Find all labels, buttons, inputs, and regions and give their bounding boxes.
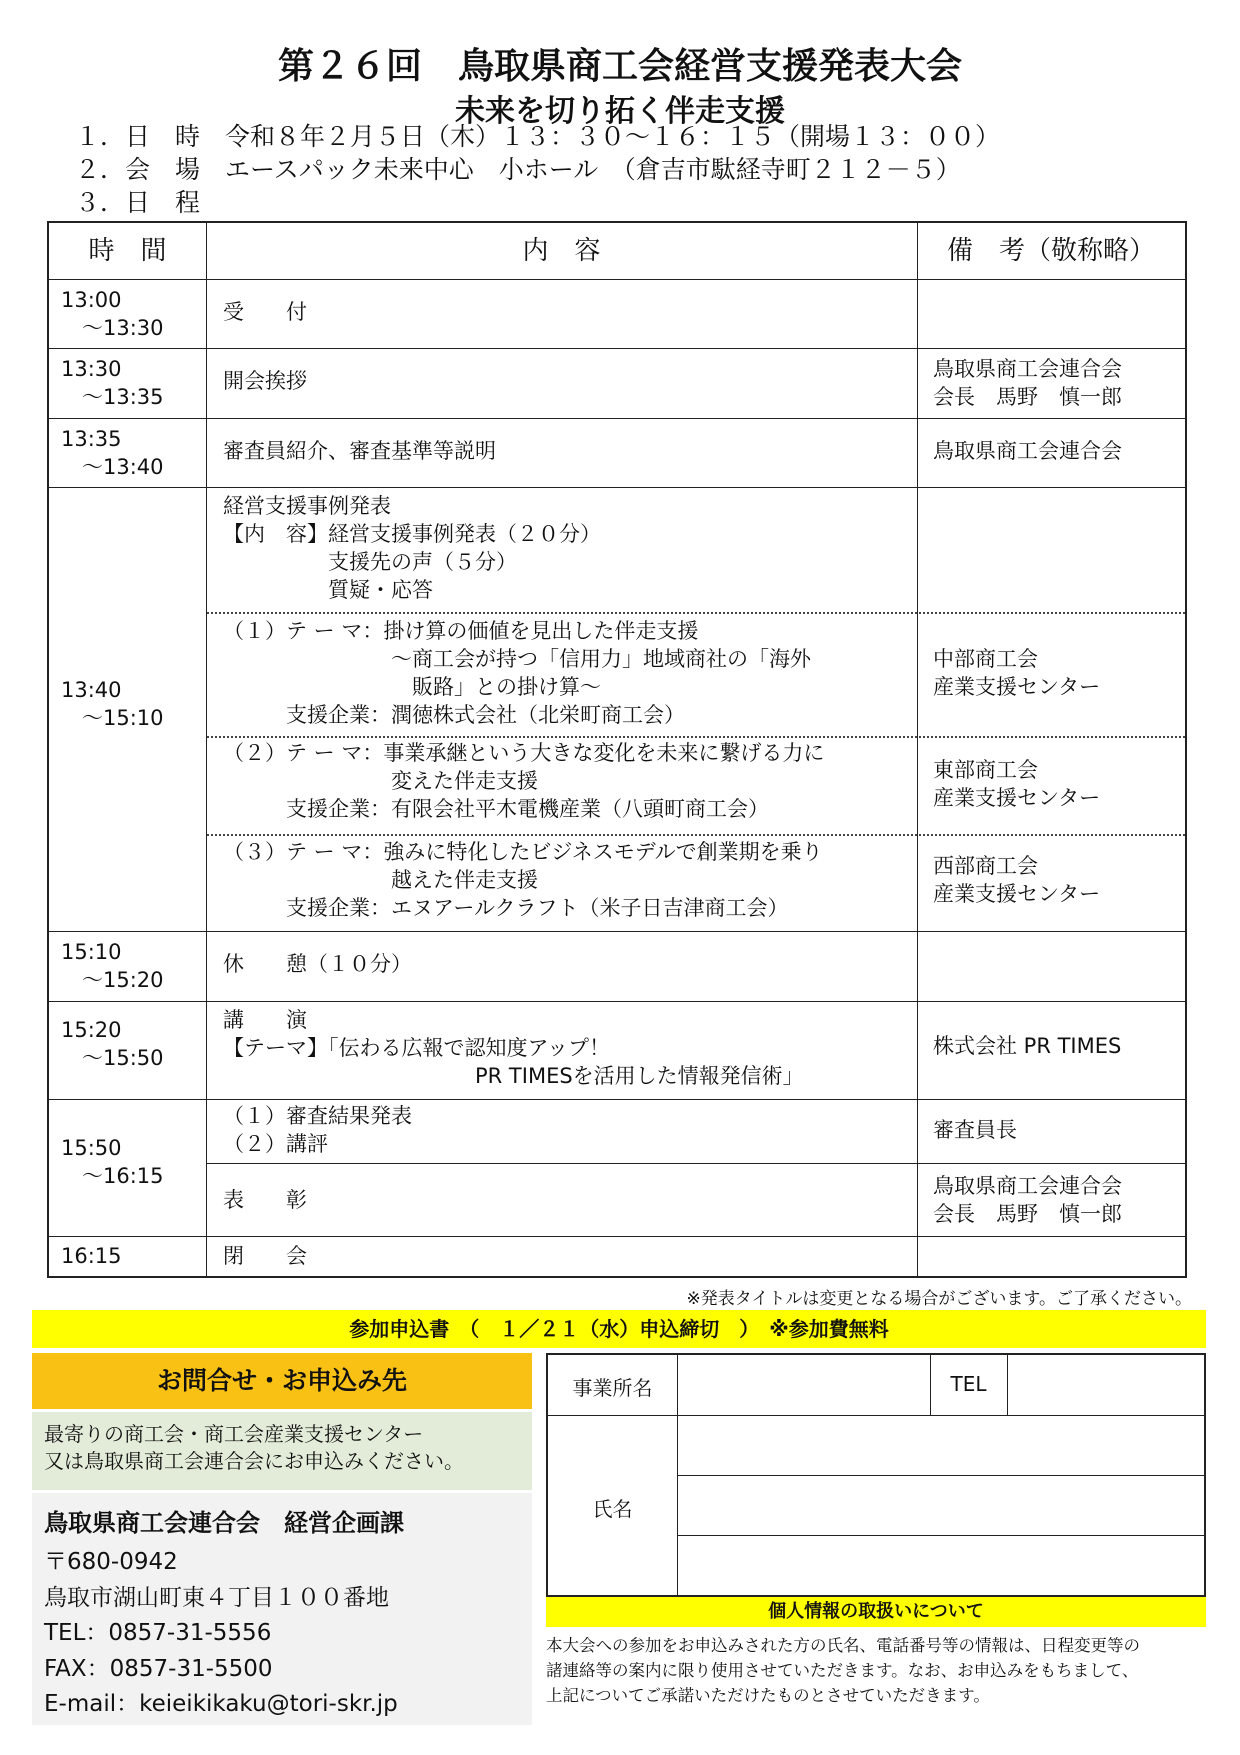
table-row (49, 279, 1185, 348)
schedule-table (47, 221, 1187, 1278)
time-cell: 15:20 ～15:50 (61, 1018, 164, 1070)
page-subtitle: 未来を切り拓く伴走支援 (455, 94, 785, 129)
form-divider (678, 1475, 1204, 1476)
title-change-note: ※発表タイトルは変更となる場合がございます。ご了承ください。 (686, 1289, 1192, 1309)
table-row (49, 418, 1185, 487)
remarks-cell: 鳥取県商工会連合会 会長 馬野 慎一郎 (933, 1174, 1122, 1226)
contact-organization: 鳥取県商工会連合会 経営企画課 (44, 1509, 404, 1537)
header-time: 時 間 (88, 236, 167, 266)
case-3-content: （３）テ ー マ：強みに特化したビジネスモデルで創業期を乗り 越えた伴走支援 支援企業：エヌアールクラフト（米子日吉津商工会） (223, 840, 823, 920)
name-label: 氏名 (592, 1497, 633, 1521)
table-row (49, 931, 1185, 1001)
content-cell: 閉 会 (223, 1244, 307, 1268)
info-program: ３．日 程 (75, 188, 201, 217)
office-name-field[interactable] (679, 1357, 928, 1413)
dotted-divider (207, 612, 1185, 614)
row-divider (207, 1163, 1185, 1164)
info-datetime: １．日 時 令和８年２月５日（木）１３：３０～１６：１５（開場１３：００） (75, 122, 1001, 151)
content-cell: 開会挨拶 (223, 369, 307, 393)
case-1-content: （１）テ ー マ：掛け算の価値を見出した伴走支援 ～商工会が持つ「信用力」地域商社の「海外 販路」との掛け算～ 支援企業：潤徳株式会社（北栄町商工会） (223, 619, 811, 727)
time-cell: 15:50 ～16:15 (61, 1136, 164, 1188)
privacy-text: 本大会への参加をお申込みされた方の氏名、電話番号等の情報は、日程変更等の 諸連絡等の案内に限り使用させていただきます。なお、お申込みをもちまして、 上記についてご承諾いただけたものとさせていただきます。 (546, 1636, 1140, 1705)
content-cell: 表 彰 (223, 1188, 307, 1212)
header-content: 内 容 (522, 236, 601, 266)
form-divider (548, 1415, 1204, 1416)
case-2-remarks: 東部商工会 産業支援センター (933, 758, 1101, 810)
page-title: 第２６回 鳥取県商工会経営支援発表大会 (277, 46, 962, 87)
case-3-remarks: 西部商工会 産業支援センター (933, 854, 1101, 906)
content-intro: 経営支援事例発表 【内 容】経営支援事例発表（２０分） 支援先の声（５分） 質疑・応答 (223, 494, 601, 602)
name-field-1[interactable] (679, 1417, 1202, 1474)
form-divider (678, 1535, 1204, 1536)
table-row (49, 1099, 1185, 1236)
dotted-divider (207, 834, 1185, 836)
case-1-remarks: 中部商工会 産業支援センター (933, 647, 1101, 699)
contact-postal-code: 〒680-0942 (44, 1549, 178, 1575)
contact-address: 鳥取市湖山町東４丁目１００番地 (44, 1584, 389, 1611)
table-row-case-presentations (49, 487, 1185, 931)
content-cell: 受 付 (223, 300, 307, 324)
contact-details (32, 1493, 532, 1725)
time-cell: 13:35 ～13:40 (61, 427, 164, 479)
time-cell: 13:00 ～13:30 (61, 288, 164, 340)
table-row (49, 1001, 1185, 1099)
content-cell: 講 演 【テーマ】「伝わる広報で認知度アップ！ PR TIMESを活用した情報発信術」 (223, 1008, 804, 1088)
remarks-cell: 株式会社 PR TIMES (933, 1034, 1122, 1058)
contact-fax: FAX：0857-31-5500 (44, 1655, 273, 1682)
time-cell: 16:15 (61, 1244, 122, 1268)
contact-header: お問合せ・お申込み先 (32, 1353, 532, 1409)
content-cell: 休 憩（１０分） (223, 952, 412, 976)
name-field-2[interactable] (679, 1477, 1202, 1534)
office-name-label: 事業所名 (572, 1376, 653, 1400)
contact-tel: TEL：0857-31-5556 (44, 1620, 272, 1646)
case-2-content: （２）テ ー マ：事業承継という大きな変化を未来に繋げる力に 変えた伴走支援 支援企業：有限会社平木電機産業（八頭町商工会） (223, 741, 825, 821)
header-remarks: 備 考（敬称略） (946, 236, 1155, 266)
remarks-cell: 鳥取県商工会連合会 会長 馬野 慎一郎 (933, 357, 1122, 409)
time-cell: 15:10 ～15:20 (61, 940, 164, 992)
remarks-cell: 審査員長 (933, 1118, 1017, 1142)
tel-label: TEL (950, 1372, 987, 1396)
table-row (49, 348, 1185, 418)
table-header-row (49, 223, 1185, 279)
info-venue: ２．会 場 エースパック未来中心 小ホール （倉吉市駄経寺町２１２－５） (75, 155, 961, 184)
application-banner: 参加申込書 （ １／２１（水）申込締切 ） ※参加費無料 (32, 1310, 1206, 1348)
remarks-cell: 鳥取県商工会連合会 (933, 439, 1122, 463)
time-cell: 13:30 ～13:35 (61, 357, 164, 409)
privacy-title: 個人情報の取扱いについて (546, 1597, 1206, 1627)
content-cell: （１）審査結果発表 （２）講評 (223, 1104, 412, 1156)
tel-field[interactable] (1009, 1357, 1202, 1413)
dotted-divider (207, 736, 1185, 738)
table-row (49, 1236, 1185, 1276)
application-form (546, 1353, 1206, 1597)
form-divider (1007, 1355, 1008, 1415)
content-cell: 審査員紹介、審査基準等説明 (223, 439, 496, 463)
name-field-3[interactable] (679, 1537, 1202, 1594)
contact-email: E-mail：keieikikaku@tori-skr.jp (44, 1691, 398, 1717)
time-cell: 13:40 ～15:10 (61, 678, 164, 730)
contact-description: 最寄りの商工会・商工会産業支援センター 又は鳥取県商工会連合会にお申込みください。 (32, 1412, 532, 1490)
